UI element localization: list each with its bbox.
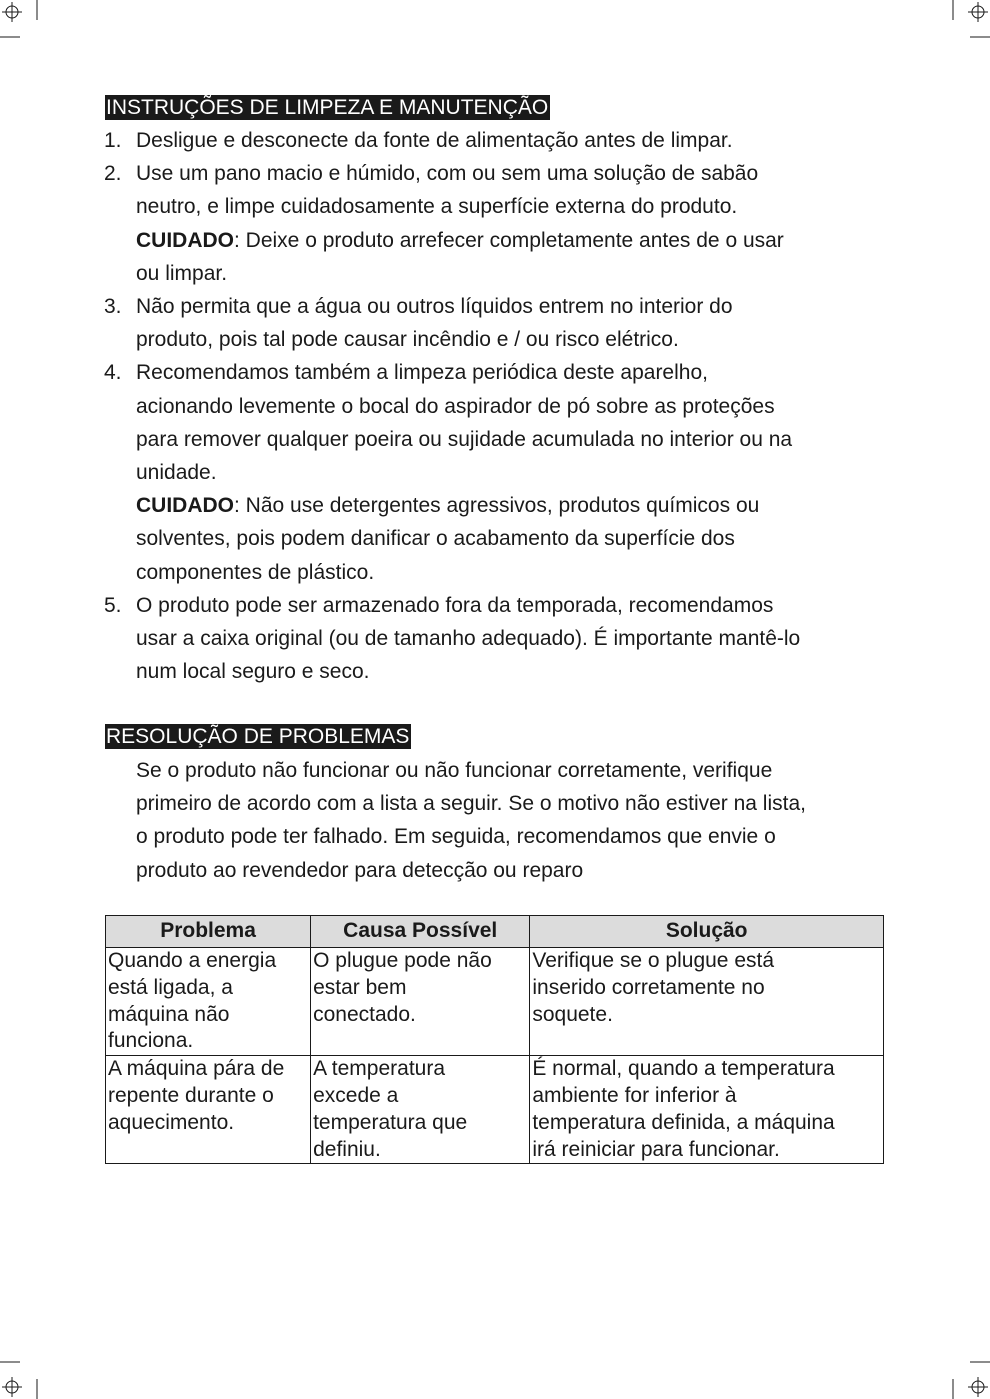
cause-cell [311, 948, 530, 1056]
troubleshooting-table [105, 915, 884, 1164]
item-text: neutro, e limpe cuidadosamente a superfície externa do produto. [136, 195, 738, 219]
cell-line: estar bem [313, 975, 407, 999]
list-item [104, 157, 904, 290]
cell-line: A temperatura [313, 1057, 445, 1081]
registration-mark-bottom-right [950, 1359, 990, 1399]
column-header-problem: Problema [106, 916, 311, 948]
item-number: 4. [104, 361, 122, 385]
cell-line: ambiente for inferior à [532, 1083, 737, 1107]
cell-line: máquina não [108, 1002, 230, 1026]
cell-line: A máquina pára de [108, 1057, 285, 1081]
item-text: Não permita que a água ou outros líquidos entrem no interior do [136, 295, 733, 319]
solution-cell [530, 1056, 884, 1164]
problem-cell [106, 948, 311, 1056]
caution-text: : Deixe o produto arrefecer completamente antes de o usar [234, 228, 784, 252]
intro-text: produto ao revendedor para detecção ou reparo [136, 858, 584, 882]
item-text: Use um pano macio e húmido, com ou sem uma solução de sabão [136, 162, 759, 186]
caution-text: ou limpar. [136, 261, 228, 285]
problem-cell [106, 1056, 311, 1164]
cell-line: excede a [313, 1083, 399, 1107]
item-number: 5. [104, 593, 122, 617]
troubleshooting-intro [136, 754, 806, 887]
list-item [104, 589, 904, 689]
list-item [104, 290, 904, 356]
caution-text: solventes, pois podem danificar o acabamento da superfície dos [136, 527, 735, 551]
caution-line [136, 224, 904, 257]
item-text: Recomendamos também a limpeza periódica deste aparelho, [136, 361, 708, 385]
cell-line: repente durante o [108, 1083, 274, 1107]
registration-mark-top-right [950, 0, 990, 40]
table-row [106, 948, 884, 1056]
cell-line: O plugue pode não [313, 949, 492, 972]
list-item [104, 124, 904, 157]
registration-mark-bottom-left [0, 1359, 40, 1399]
cell-line: está ligada, a [108, 975, 233, 999]
item-text: unidade. [136, 461, 217, 485]
caution-label: CUIDADO [136, 228, 234, 252]
solution-cell [530, 948, 884, 1056]
item-text: num local seguro e seco. [136, 660, 370, 684]
intro-text: Se o produto não funcionar ou não funcionar corretamente, verifique [136, 759, 773, 782]
item-text: usar a caixa original (ou de tamanho adequado). É importante mantê-lo [136, 627, 801, 651]
item-text: acionando levemente o bocal do aspirador de pó sobre as proteções [136, 394, 775, 418]
cell-line: funciona. [108, 1029, 194, 1053]
cause-cell [311, 1056, 530, 1164]
item-number: 1. [104, 129, 122, 152]
item-number: 2. [104, 162, 122, 186]
cell-line: conectado. [313, 1002, 416, 1026]
item-number: 3. [104, 295, 122, 319]
table-header-row [106, 916, 884, 948]
troubleshooting-heading: RESOLUÇÃO DE PROBLEMAS [106, 725, 410, 748]
cell-line: Verifique se o plugue está [532, 949, 775, 972]
item-text: produto, pois tal pode causar incêndio e / ou risco elétrico. [136, 328, 679, 352]
cell-line: inserido corretamente no [532, 975, 765, 999]
item-text: para remover qualquer poeira ou sujidade acumulada no interior ou na [136, 427, 793, 451]
cell-line: temperatura definida, a máquina [532, 1110, 835, 1134]
cell-line: soquete. [532, 1002, 613, 1026]
item-text: O produto pode ser armazenado fora da temporada, recomendamos [136, 593, 774, 617]
caution-text: componentes de plástico. [136, 560, 375, 584]
cell-line: aquecimento. [108, 1110, 235, 1134]
column-header-cause: Causa Possível [311, 916, 530, 948]
cell-line: É normal, quando a temperatura [532, 1057, 835, 1081]
maintenance-list [104, 124, 904, 688]
caution-label: CUIDADO [136, 494, 234, 518]
cell-line: temperatura que [313, 1110, 468, 1134]
list-item [104, 356, 904, 588]
registration-mark-top-left [0, 0, 40, 40]
intro-text: primeiro de acordo com a lista a seguir. Se o motivo não estiver na lista, [136, 792, 806, 816]
table-row [106, 1056, 884, 1164]
item-text: Desligue e desconecte da fonte de alimentação antes de limpar. [136, 129, 733, 152]
cell-line: irá reiniciar para funcionar. [532, 1137, 780, 1161]
caution-text: : Não use detergentes agressivos, produtos químicos ou [234, 494, 760, 518]
cell-line: Quando a energia [108, 949, 277, 972]
caution-line [136, 489, 904, 522]
cell-line: definiu. [313, 1137, 381, 1161]
maintenance-heading: INSTRUÇÕES DE LIMPEZA E MANUTENÇÃO [106, 96, 549, 119]
intro-text: o produto pode ter falhado. Em seguida, recomendamos que envie o [136, 825, 776, 849]
column-header-solution: Solução [530, 916, 884, 948]
